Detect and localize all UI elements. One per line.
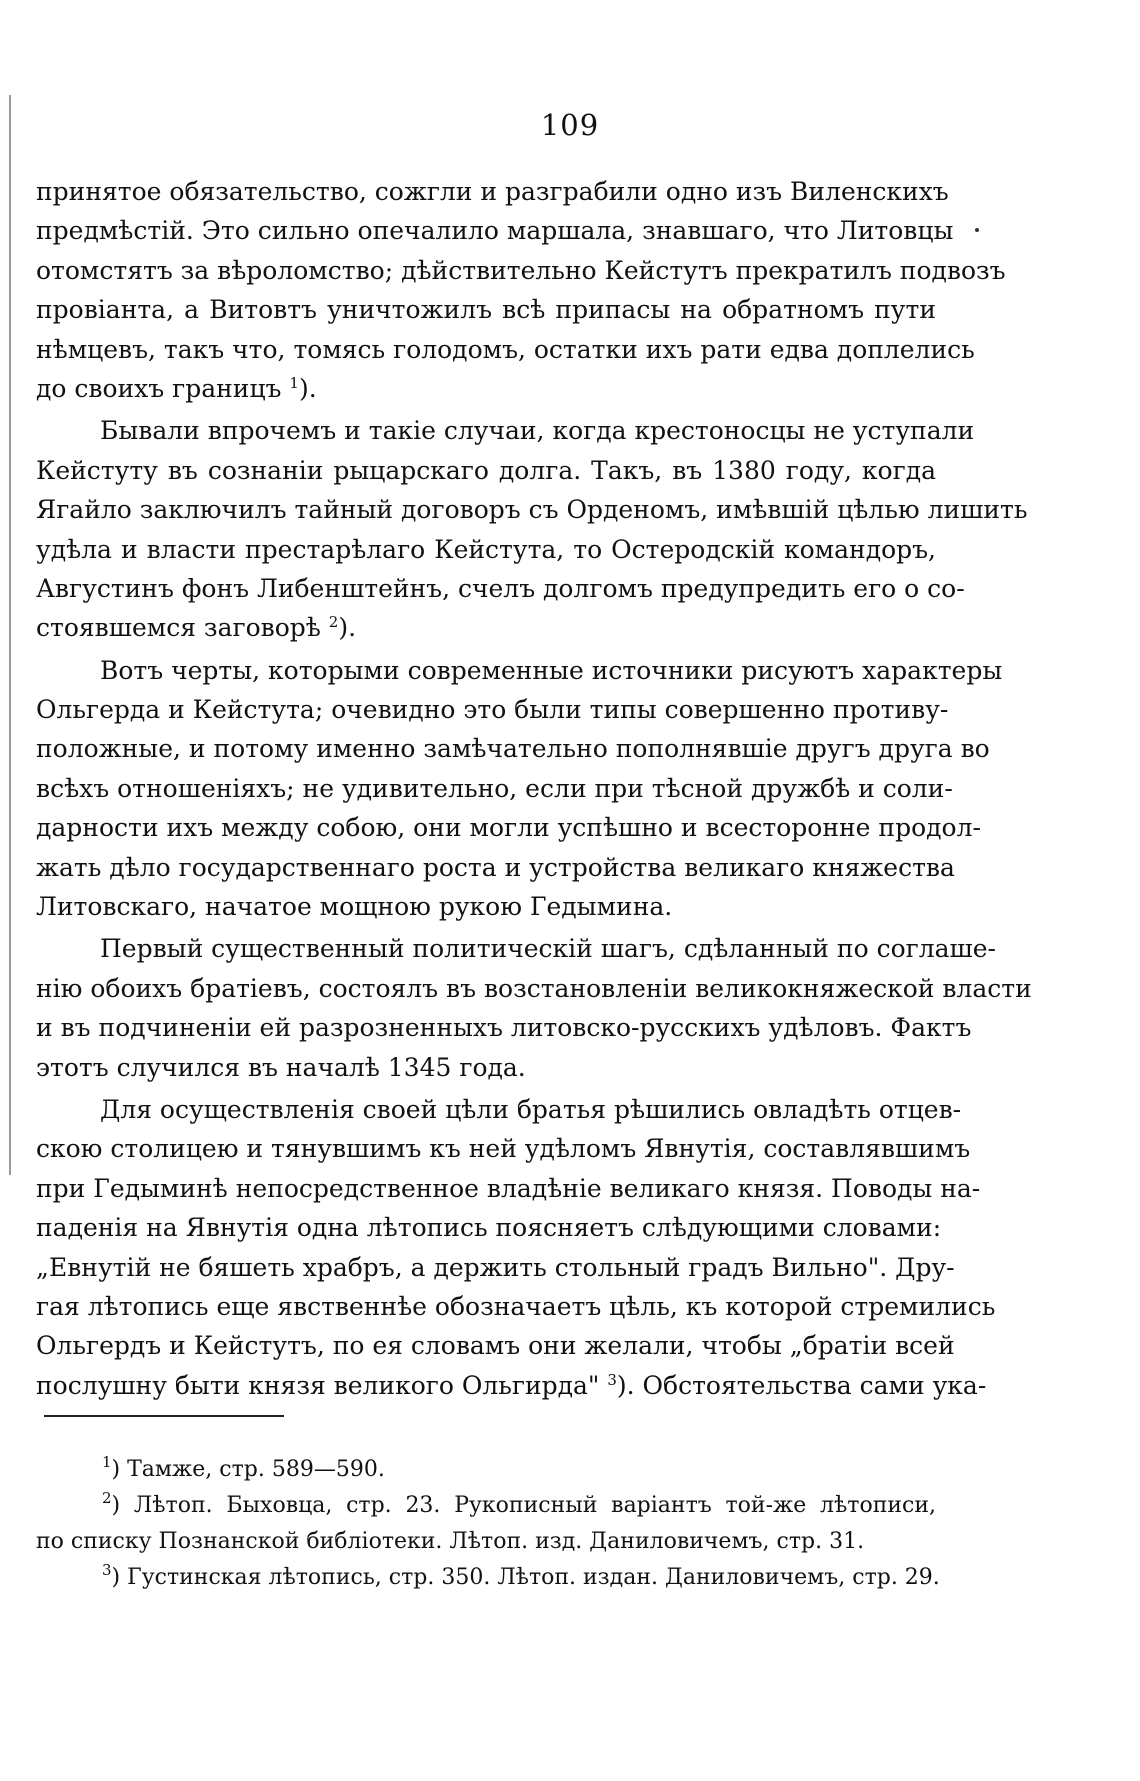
body-text — [36, 172, 1032, 1405]
text-line: отомстятъ за вѣроломство; дѣйствительно Кейстутъ прекратилъ подвозъ — [36, 255, 1006, 285]
text-line: Для осуществленія своей цѣли братья рѣшились овладѣть отцев- — [100, 1094, 962, 1124]
text-line: и въ подчиненіи ей разрозненныхъ литовско-русскихъ удѣловъ. Фактъ — [36, 1013, 972, 1043]
text-line: предмѣстій. Это сильно опечалило маршала, знавшаго, что Литовцы — [36, 216, 954, 246]
scan-speck — [975, 228, 979, 232]
text-line: положные, и потому именно замѣчательно пополнявшіе другъ друга во — [36, 734, 990, 764]
footnote-2-continued: по списку Познанской библіотеки. Лѣтоп. изд. Даниловичемъ, стр. 31. — [36, 1529, 865, 1554]
paragraph-2 — [36, 411, 1028, 647]
scan-edge-line — [9, 95, 11, 1175]
paragraph-3 — [36, 651, 1003, 927]
text-line: гая лѣтопись еще явственнѣе обозначаетъ цѣль, къ которой стремились — [36, 1291, 996, 1321]
footnote-ref: 3 — [607, 1370, 617, 1389]
text-line: Ягайло заключилъ тайный договоръ съ Орденомъ, имѣвшій цѣлью лишить — [36, 495, 1028, 525]
footnote-marker: 3 — [102, 1561, 112, 1579]
text-line: при Гедыминѣ непосредственное владѣніе великаго князя. Поводы на- — [36, 1173, 981, 1203]
text-line: Первый существенный политическій шагъ, сдѣланный по соглаше- — [100, 934, 996, 964]
text-line: Ольгерда и Кейстута; очевидно это были типы совершенно противу- — [36, 695, 949, 725]
footnote-2: $^2$) Лѣтоп. Быховца, стр. 23. Рукописный варіантъ той-же лѣтописи, — [102, 1489, 937, 1518]
text-line: нѣмцевъ, такъ что, томясь голодомъ, остатки ихъ рати едва доплелись — [36, 334, 975, 364]
paragraph-5 — [36, 1090, 996, 1405]
text-line-last: до своихъ границъ $^1$). — [36, 373, 317, 403]
page-number: 109 — [540, 108, 600, 142]
paragraph-1 — [36, 172, 1006, 408]
text-line: Вотъ черты, которыми современные источники рисуютъ характеры — [100, 655, 1003, 685]
text-line-last: Литовскаго, начатое мощною рукою Гедымина. — [36, 892, 673, 922]
text-line-last: послушну быти князя великого Ольгирда" $^3$). Обстоятельства сами ука- — [36, 1370, 987, 1400]
text-line: паденія на Явнутія одна лѣтопись поясняетъ слѣдующими словами: — [36, 1213, 942, 1243]
text-line: Августинъ фонъ Либенштейнъ, счелъ долгомъ предупредить его о со- — [36, 573, 965, 603]
text-line: удѣла и власти престарѣлаго Кейстута, то Остеродскій командоръ, — [36, 534, 936, 564]
text-line-last: этотъ случился въ началѣ 1345 года. — [36, 1052, 526, 1082]
footnote-1: $^1$) Тамже, стр. 589—590. — [102, 1453, 385, 1482]
footnotes — [36, 1452, 940, 1596]
text-line: нію обоихъ братіевъ, состоялъ въ возстановленіи великокняжеской власти — [36, 973, 1032, 1003]
text-line: дарности ихъ между собою, они могли успѣшно и всесторонне продол- — [36, 813, 981, 843]
text-line-last: стоявшемся заговорѣ $^2$). — [36, 613, 357, 643]
text-line: Ольгердъ и Кейстутъ, по ея словамъ они желали, чтобы „братіи всей — [36, 1331, 955, 1361]
footnote-ref: 1 — [289, 373, 299, 392]
text-line: всѣхъ отношеніяхъ; не удивительно, если при тѣсной дружбѣ и соли- — [36, 773, 953, 803]
footnote-separator — [44, 1415, 284, 1417]
footnote-marker: 2 — [102, 1489, 112, 1507]
text-line: Бывали впрочемъ и такіе случаи, когда крестоносцы не уступали — [100, 416, 975, 446]
paragraph-4 — [36, 929, 1032, 1087]
footnote-3: $^3$) Густинская лѣтопись, стр. 350. Лѣтоп. издан. Даниловичемъ, стр. 29. — [102, 1561, 940, 1590]
text-line: Кейстуту въ сознаніи рыцарскаго долга. Такъ, въ 1380 году, когда — [36, 455, 936, 485]
text-line: „Евнутій не бяшеть храбръ, а держить стольный градъ Вильно". Дру- — [36, 1252, 955, 1282]
text-line: скою столицею и тянувшимъ къ ней удѣломъ Явнутія, составлявшимъ — [36, 1134, 971, 1164]
text-line: провіанта, а Витовтъ уничтожилъ всѣ припасы на обратномъ пути — [36, 295, 936, 325]
footnote-marker: 1 — [102, 1453, 112, 1471]
text-line: принятое обязательство, сожгли и разграбили одно изъ Виленскихъ — [36, 177, 949, 206]
text-line: жать дѣло государственнаго роста и устройства великаго княжества — [36, 852, 955, 882]
footnote-ref: 2 — [328, 613, 339, 632]
